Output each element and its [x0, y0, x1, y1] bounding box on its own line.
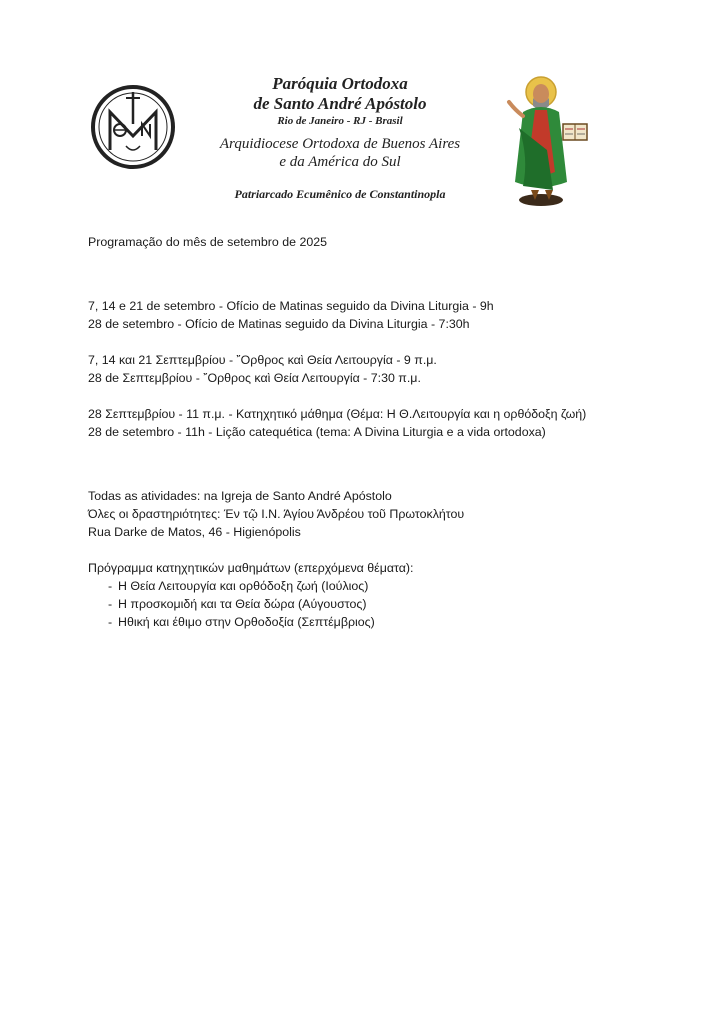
location-block: [88, 487, 688, 541]
schedule-portuguese: [88, 297, 688, 333]
schedule-line: 7, 14 e 21 de setembro - Ofício de Matinas seguido da Divina Liturgia - 9h: [88, 299, 494, 313]
letterhead: [0, 0, 725, 225]
document-title: Programação do mês de setembro de 2025: [88, 235, 328, 249]
schedule-line: 7, 14 και 21 Σεπτεμβρίου - ῎Ορθρος καὶ Θεία Λειτουργία - 9 π.μ.: [88, 353, 437, 367]
address-line: Rua Darke de Matos, 46 - Higienópolis: [88, 525, 301, 539]
schedule-greek: [88, 351, 688, 387]
location-line: Todas as atividades: na Igreja de Santo André Apóstolo: [88, 489, 392, 503]
patriarchate: Patriarcado Ecumênico de Constantinopla: [234, 187, 446, 201]
letterhead-text: [190, 74, 490, 202]
program-list: [88, 577, 688, 631]
parish-name-line2: de Santo André Apóstolo: [253, 94, 427, 113]
catechesis-line: 28 de setembro - 11h - Lição catequética (tema: A Divina Liturgia e a vida ortodoxa): [88, 425, 546, 439]
list-item: - Ηθική και έθιμο στην Ορθοδοξία (Σεπτέμβριος): [88, 613, 688, 631]
saint-andrew-icon: [505, 72, 595, 218]
archdiocese-line1: Arquidiocese Ortodoxa de Buenos Aires: [219, 136, 461, 152]
schedule-line: 28 de setembro - Ofício de Matinas seguido da Divina Liturgia - 7:30h: [88, 317, 470, 331]
parish-city: Rio de Janeiro - RJ - Brasil: [277, 115, 403, 127]
program-heading: Πρόγραμμα κατηχητικών μαθημάτων (επερχόμενα θέματα):: [88, 561, 414, 575]
archdiocese-line2: e da América do Sul: [279, 154, 401, 170]
parish-name-line1: Paróquia Ortodoxa: [272, 74, 408, 93]
list-item: - Η προσκομιδή και τα Θεία δώρα (Αύγουστος): [88, 595, 688, 613]
catechesis-block: [88, 405, 688, 441]
list-item: - Η Θεία Λειτουργία και ορθόδοξη ζωή (Ιούλιος): [88, 577, 688, 595]
catechesis-line: 28 Σεπτεμβρίου - 11 π.μ. - Κατηχητικό μάθημα (Θέμα: Η Θ.Λειτουργία και η ορθόδοξη ζωή): [88, 407, 587, 421]
orthodox-monogram-seal-icon: [90, 84, 176, 170]
document-body: [88, 233, 688, 631]
schedule-line: 28 de Σεπτεμβρίου - ῎Ορθρος καὶ Θεία Λειτουργία - 7:30 π.μ.: [88, 371, 421, 385]
location-line: Όλες οι δραστηριότητες: Έν τῷ Ι.Ν. Άγίου Άνδρέου τοῦ Πρωτοκλήτου: [88, 507, 465, 521]
